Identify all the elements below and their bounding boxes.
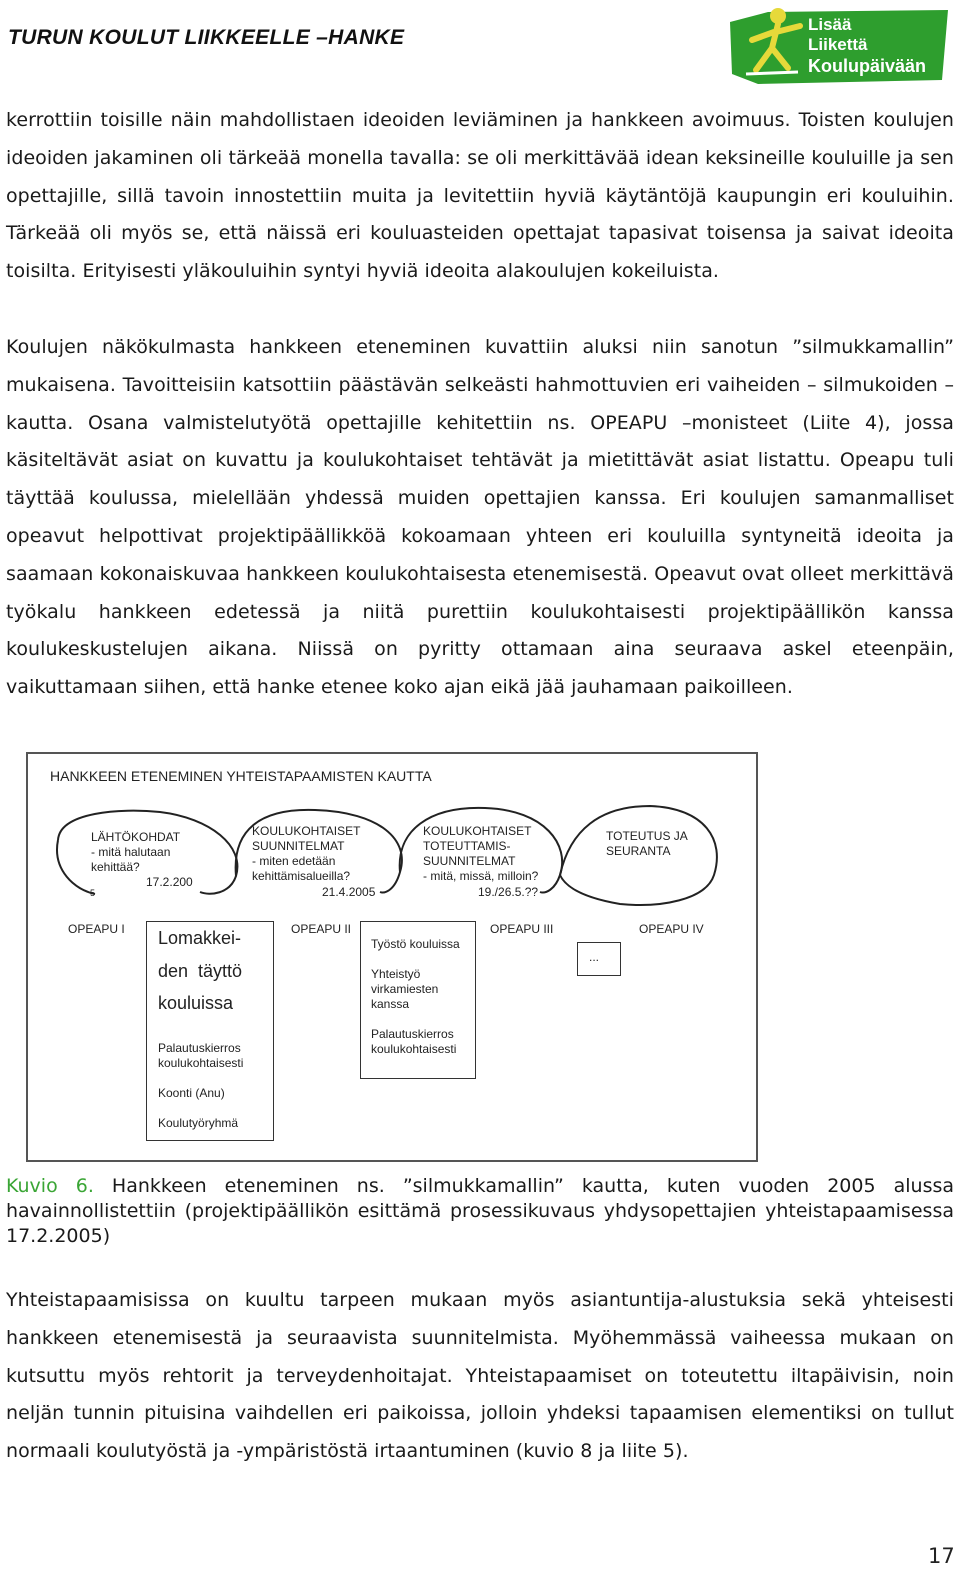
logo-line-2: Liikettä	[808, 35, 868, 54]
paragraph-3: Yhteistapaamisissa on kuultu tarpeen mukaan myös asiantuntija-alustuksia sekä yhteisesti hankkeen etenemisestä ja seuraavista suunnitelmista. Myöhemmässä vaiheessa mukaan on kutsuttu myös rehtorit ja terveydenhoitajat. Yhteistapaamiset on toteutettu iltapäivisin, noin neljän tunnin pituisina vaihdellen eri paikoissa, jolloin yhdeksi tapaamisen elementiksi on tullut normaali koulutyöstä ja -ympäristöstä irtaantuminen (kuvio 8 ja liite 5).	[6, 1289, 954, 1463]
figure-caption	[6, 1174, 954, 1249]
box-1-line-2: den täyttö	[158, 961, 243, 981]
box-2-item-1: Työstö kouluissa	[371, 937, 460, 951]
box-1-item-2: Koonti (Anu)	[158, 1086, 225, 1100]
caption-text: Hankkeen eteneminen ns. ”silmukkamallin” kautta, kuten vuoden 2005 alussa havainnollistettiin (projektipäällikön esittämä prosessikuvaus yhdysopettajien yhteistapaamisessa 17.2.2005)	[6, 1175, 955, 1247]
loop-2-date: 21.4.2005	[322, 885, 376, 899]
box-1-line-3: kouluissa	[158, 993, 234, 1013]
opeapu-4-label: OPEAPU IV	[639, 922, 704, 936]
opeapu-2-label: OPEAPU II	[291, 922, 352, 936]
box-2-item-3: Palautuskierros koulukohtaisesti	[371, 1027, 457, 1056]
loop-3-text: KOULUKOHTAISET TOTEUTTAMIS- SUUNNITELMAT - mitä, missä, milloin?	[423, 824, 539, 883]
figure-title: HANKKEEN ETENEMINEN YHTEISTAPAAMISTEN KAUTTA	[50, 768, 432, 784]
loop-1-date: 17.2.200	[146, 875, 193, 889]
caption-label: Kuvio 6.	[6, 1175, 94, 1197]
logo-line-1: Lisää	[808, 15, 852, 34]
box-1-line-1: Lomakkei-	[158, 928, 242, 948]
paragraph-2: Koulujen näkökulmasta hankkeen eteneminen kuvattiin aluksi niin sanotun ”silmukkamallin” mukaisena. Tavoitteisiin katsottiin päästävän selkeästi hahmottuvien eri vaiheiden – silmukoiden – kautta. Osana valmistelutyötä opettajille kehitettiin ns. OPEAPU –monisteet (Liite 4), jossa käsiteltävät asiat on kuvattu ja koulukohtaiset tehtävät ja mietittävät asiat listattu. Opeapu tuli täyttää koulussa, mielellään yhdessä muiden opettajien kanssa. Eri koulujen samanmalliset opeavut helpottivat projektipäällikköä kokoamaan yhteen eri kouluilla syntyneitä ideoita ja saamaan kokonaiskuvaa hankkeen koulukohtaisesta etenemisestä. Opeavut ovat olleet merkittävä työkalu hankkeen edetessä ja niitä purettiin koulukohtaisesti projektipäällikön kanssa koulukeskustelujen aikana. Niissä on pyritty ottamaan aina seuraava askel eteenpäin, vaikuttamaan siihen, että hanke etenee koko ajan eikä jää jauhamaan paikoilleen.	[6, 336, 954, 699]
opeapu-3-label: OPEAPU III	[490, 922, 554, 936]
paragraph-1: kerrottiin toisille näin mahdollistaen ideoiden leviäminen ja hankkeen avoimuus. Toisten koulujen ideoiden jakaminen oli tärkeää monella tavalla: se oli merkittävää idean keksineille kouluille ja sen opettajille, sillä tavoin innostettiin muita ja levitettiin hyviä käytäntöjä kaupungin eri kouluihin. Tärkeää oli myös se, että näissä eri kouluasteiden opettajat tapasivat toisensa ja saivat ideoita toisilta. Erityisesti yläkouluihin syntyi hyviä ideoita alakoulujen kokeiluista.	[6, 109, 954, 283]
loop-1-tail	[57, 840, 95, 894]
box-3-text: ...	[589, 950, 600, 964]
loop-1-stray-mark: 5	[90, 888, 96, 898]
page-number: 17	[928, 1544, 955, 1568]
box-1-item-1: Palautuskierros koulukohtaisesti	[158, 1041, 244, 1070]
box-1-item-3: Koulutyöryhmä	[158, 1116, 239, 1130]
opeapu-1-label: OPEAPU I	[68, 922, 125, 936]
box-2-item-2: Yhteistyö virkamiesten kanssa	[371, 967, 439, 1011]
logo-line-3: Koulupäivään	[808, 56, 927, 76]
loop-3-date: 19./26.5.??	[478, 885, 539, 899]
header-title: TURUN KOULUT LIIKKEELLE –HANKE	[8, 26, 405, 49]
loop-1-text: LÄHTÖKOHDAT - mitä halutaan kehittää?	[91, 830, 181, 874]
loop-4-text: TOTEUTUS JA SEURANTA	[606, 829, 688, 858]
loop-2-text: KOULUKOHTAISET SUUNNITELMAT - miten edetään kehittämisalueilla?	[252, 824, 361, 883]
opeapu-1-box	[146, 921, 274, 1141]
